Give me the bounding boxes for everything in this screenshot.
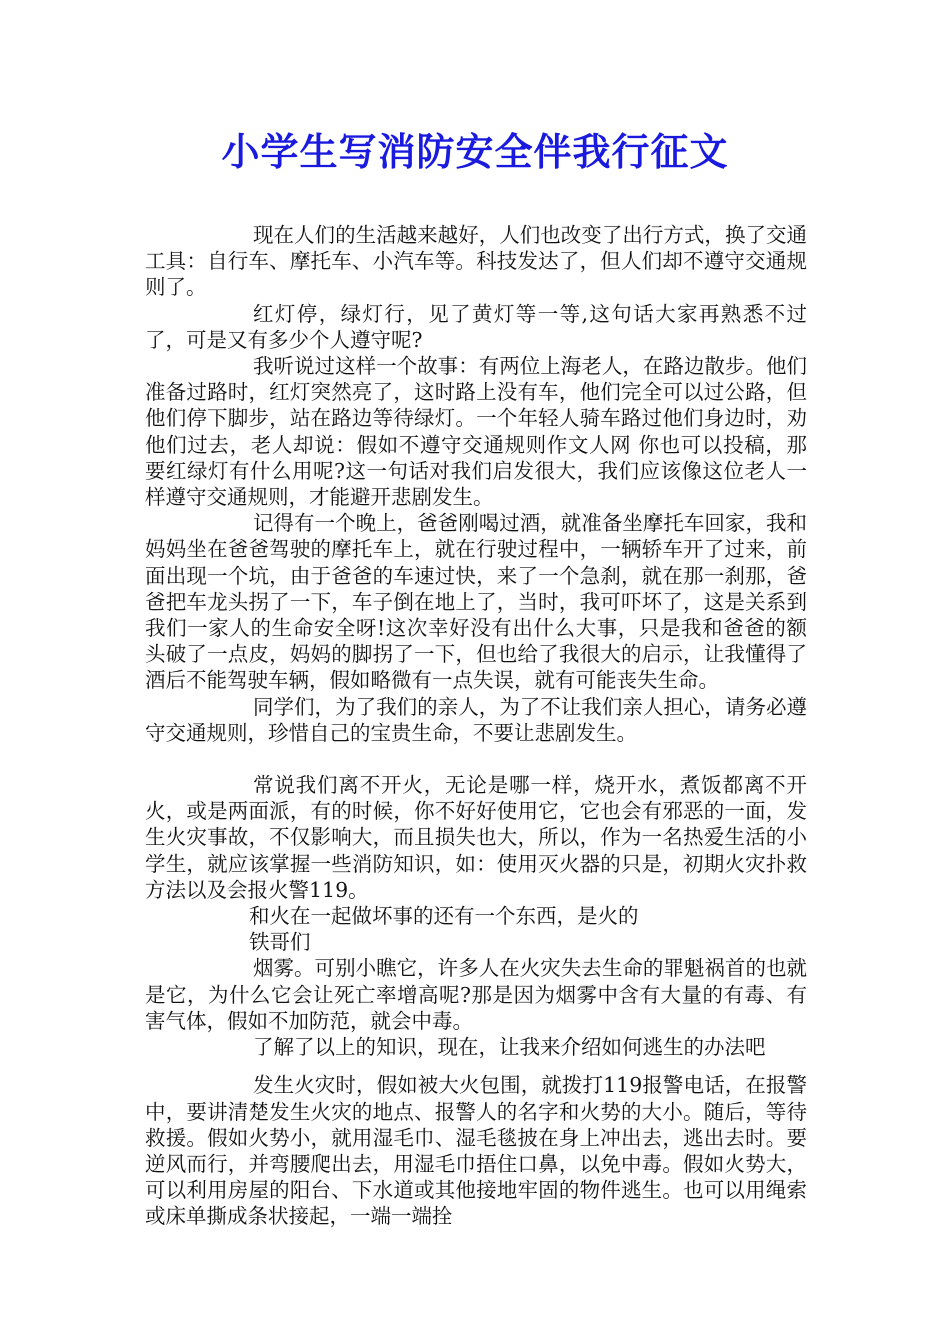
document-body — [145, 222, 807, 1230]
paragraph-3: 我听说过这样一个故事：有两位上海老人，在路边散步。他们准备过路时，红灯突然亮了，这时路上没有车，他们完全可以过公路，但他们停下脚步，站在路边等待绿灯。一个年轻人骑车路过他们身边时，劝他们过去，老人却说：假如不遵守交通规则作文人网 你也可以投稿，那要红绿灯有什么用呢?这一句话对我们启发很大，我们应该像这位老人一样遵守交通规则，才能避开悲剧发生。 — [145, 354, 807, 510]
paragraph-10: 发生火灾时，假如被大火包围，就拨打119报警电话，在报警中，要讲清楚发生火灾的地点、报警人的名字和火势的大小。随后，等待救援。假如火势小，就用湿毛巾、湿毛毯披在身上冲出去，逃出去时。要逆风而行，并弯腰爬出去，用湿毛巾捂住口鼻，以免中毒。假如火势大，可以利用房屋的阳台、下水道或其他接地牢固的物件逃生。也可以用绳索或床单撕成条状接起，一端一端拴 — [145, 1073, 807, 1229]
paragraph-8: 烟雾。可别小瞧它，许多人在火灾失去生命的罪魁祸首的也就是它，为什么它会让死亡率增高呢?那是因为烟雾中含有大量的有毒、有害气体，假如不加防范，就会中毒。 — [145, 956, 807, 1033]
paragraph-2: 红灯停，绿灯行，见了黄灯等一等,这句话大家再熟悉不过了，可是又有多少个人遵守呢? — [145, 301, 807, 352]
document-title: 小学生写消防安全伴我行征文 — [221, 130, 729, 174]
paragraph-6: 常说我们离不开火，无论是哪一样，烧开水，煮饭都离不开火，或是两面派，有的时候，你不好好使用它，它也会有邪恶的一面，发生火灾事故，不仅影响大，而且损失也大，所以，作为一名热爱生活的小学生，就应该掌握一些消防知识，如：使用灭火器的只是，初期火灾扑救方法以及会报火警119。 — [145, 773, 807, 902]
paragraph-gap-small — [145, 1060, 807, 1072]
paragraph-1: 现在人们的生活越来越好，人们也改变了出行方式，换了交通工具：自行车、摩托车、小汽车等。科技发达了，但人们却不遵守交通规则了。 — [145, 223, 807, 300]
paragraph-gap — [145, 746, 807, 772]
paragraph-7-line-1: 和火在一起做坏事的还有一个东西，是火的 — [249, 904, 639, 929]
paragraph-5: 同学们，为了我们的亲人，为了不让我们亲人担心，请务必遵守交通规则，珍惜自己的宝贵生命，不要让悲剧发生。 — [145, 694, 807, 745]
paragraph-4: 记得有一个晚上，爸爸刚喝过酒，就准备坐摩托车回家，我和妈妈坐在爸爸驾驶的摩托车上，就在行驶过程中，一辆轿车开了过来，前面出现一个坑，由于爸爸的车速过快，来了一个急刹，就在那一刹那，爸爸把车龙头拐了一下，车子倒在地上了，当时，我可吓坏了，这是关系到我们一家人的生命安全呀!这次幸好没有出什么大事，只是我和爸爸的额头破了一点皮，妈妈的脚拐了一下，但也给了我很大的启示，让我懂得了酒后不能驾驶车辆，假如略微有一点失误，就有可能丧失生命。 — [145, 511, 807, 693]
paragraph-9: 了解了以上的知识，现在，让我来介绍如何逃生的办法吧 — [253, 1035, 766, 1060]
paragraph-7-line-2: 铁哥们 — [249, 930, 311, 955]
